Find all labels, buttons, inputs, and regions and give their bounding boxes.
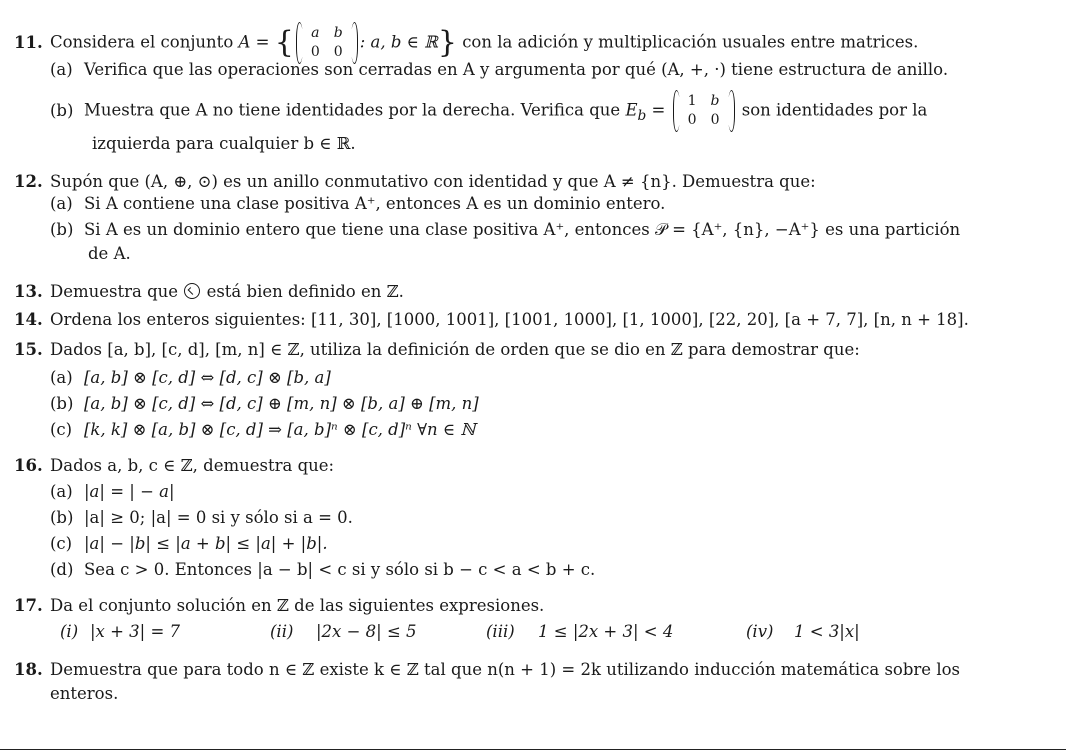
- subitem-label: (i): [60, 622, 79, 641]
- subitem-text: Sea c > 0. Entonces |a − b| < c si y sólo si b − c < a < b + c.: [84, 560, 596, 579]
- problem-text: Ordena los enteros siguientes: [11, 30], [1000, 1001], [1001, 1000], [1, 1000], [22, 20], [a + 7, 7], [n, n + 18].: [50, 310, 969, 329]
- subitem-17ii: [270, 622, 417, 641]
- subitem-label: (a): [50, 194, 73, 213]
- bottom-rule: [0, 749, 1066, 750]
- matrix-cell: 1: [687, 93, 697, 109]
- problem-number: 16.: [14, 456, 43, 475]
- set-lhs: A =: [238, 32, 270, 52]
- problem-text: Considera el conjunto: [50, 32, 234, 52]
- problem-text: Da el conjunto solución en ℤ de las siguientes expresiones.: [50, 596, 545, 615]
- subitem-label: (a): [50, 482, 73, 501]
- eb-symbol: E: [625, 100, 638, 120]
- subitem-label: (iii): [486, 622, 515, 641]
- identity-matrix: [673, 92, 735, 130]
- matrix-cell: 0: [333, 44, 343, 60]
- subitem-label: (b): [50, 100, 74, 120]
- subitem-label: (a): [50, 60, 73, 79]
- right-brace: }: [437, 25, 457, 60]
- subitem-12a: [50, 194, 665, 213]
- subitem-label: (d): [50, 560, 74, 579]
- subitem-16a: [50, 482, 175, 501]
- subitem-text: |x + 3| = 7: [90, 622, 181, 641]
- problem-number: 11.: [14, 32, 43, 52]
- subitem-15a: [50, 368, 331, 387]
- problem-11: [14, 24, 918, 62]
- subitem-17i: [60, 622, 180, 641]
- problem-17: [14, 596, 544, 615]
- matrix-cell: 0: [687, 112, 697, 128]
- subitem-15b: [50, 394, 479, 413]
- subitem-text: de A.: [88, 244, 131, 263]
- problem-15: [14, 340, 860, 359]
- matrix-cell: b: [333, 25, 343, 41]
- subitem-text: 1 ≤ |2x + 3| < 4: [538, 622, 674, 641]
- subitem-text: izquierda para cualquier b ∈ ℝ.: [92, 134, 356, 153]
- matrix-cell: 0: [310, 44, 320, 60]
- problem-16: [14, 456, 334, 475]
- problem-text: está bien definido en ℤ.: [206, 282, 404, 301]
- subitem-text: Si A contiene una clase positiva A⁺, entonces A es un dominio entero.: [84, 194, 666, 213]
- subitem-label: (iv): [746, 622, 774, 641]
- subitem-11a: [50, 60, 948, 79]
- subitem-text: 1 < 3|x|: [794, 622, 860, 641]
- subitem-text: [k, k] ⊗ [a, b] ⊗ [c, d] ⇒ [a, b]ⁿ ⊗ [c, d]ⁿ ∀n ∈ ℕ: [84, 420, 476, 439]
- subitem-16b: [50, 508, 353, 527]
- subitem-17iv: [746, 622, 860, 641]
- subitem-text: [a, b] ⊗ [c, d] ⇔ [d, c] ⊗ [b, a]: [84, 368, 331, 387]
- problem-number: 18.: [14, 660, 43, 679]
- problem-text: Demuestra que para todo n ∈ ℤ existe k ∈ ℤ tal que n(n + 1) = 2k utilizando inducción matemática sobre los: [50, 660, 960, 679]
- problem-number: 13.: [14, 282, 43, 301]
- subitem-text: son identidades por la: [741, 100, 928, 120]
- subitem-text: [a, b] ⊗ [c, d] ⇔ [d, c] ⊕ [m, n] ⊗ [b, a] ⊕ [m, n]: [84, 394, 479, 413]
- problem-text: Supón que (A, ⊕, ⊙) es un anillo conmutativo con identidad y que A ≠ {n}. Demuestra que:: [50, 172, 816, 191]
- equals-sign: =: [651, 100, 666, 120]
- subitem-11b: [50, 92, 927, 130]
- problem-text: Dados a, b, c ∈ ℤ, demuestra que:: [50, 456, 335, 475]
- subitem-17iii: [486, 622, 673, 641]
- subitem-16d: [50, 560, 595, 579]
- subitem-label: (b): [50, 220, 74, 239]
- matrix-cell: 0: [710, 112, 720, 128]
- subitem-label: (b): [50, 394, 74, 413]
- subitem-label: (b): [50, 508, 74, 527]
- subitem-text: Verifica que las operaciones son cerradas en A y argumenta por qué (A, +, ·) tiene estructura de anillo.: [84, 60, 949, 79]
- left-brace: {: [274, 25, 294, 60]
- problem-12: [14, 172, 816, 191]
- subitem-text: |a| = | − a|: [84, 482, 175, 501]
- subitem-text: Si A es un dominio entero que tiene una clase positiva A⁺, entonces 𝒫 = {A⁺, {n}, −A⁺} es una partición: [84, 220, 961, 239]
- problem-14: [14, 310, 969, 329]
- problem-text: Demuestra que: [50, 282, 179, 301]
- problem-number: 17.: [14, 596, 43, 615]
- problem-number: 15.: [14, 340, 43, 359]
- subitem-label: (c): [50, 420, 73, 439]
- subitem-text: Muestra que A no tiene identidades por la derecha. Verifica que: [84, 100, 621, 120]
- subitem-12b-cont: [88, 244, 131, 263]
- matrix: [296, 24, 358, 62]
- subitem-15c: [50, 420, 475, 439]
- subitem-16c: [50, 534, 328, 553]
- subitem-label: (ii): [270, 622, 294, 641]
- problem-number: 12.: [14, 172, 43, 191]
- matrix-cell: a: [311, 25, 320, 41]
- subitem-12b: [50, 220, 960, 240]
- set-condition: : a, b ∈ ℝ: [359, 32, 438, 52]
- matrix-cell: b: [710, 93, 720, 109]
- problem-text: con la adición y multiplicación usuales entre matrices.: [462, 32, 919, 52]
- problem-text: enteros.: [50, 684, 119, 703]
- order-symbol-icon: [184, 283, 200, 299]
- eb-subscript: b: [637, 107, 647, 124]
- problem-text: Dados [a, b], [c, d], [m, n] ∈ ℤ, utiliza la definición de orden que se dio en ℤ para demostrar que:: [50, 340, 860, 359]
- subitem-text: |2x − 8| ≤ 5: [316, 622, 417, 641]
- subitem-label: (a): [50, 368, 73, 387]
- problem-18-cont: [50, 684, 118, 703]
- subitem-label: (c): [50, 534, 73, 553]
- subitem-text: |a| − |b| ≤ |a + b| ≤ |a| + |b|.: [84, 534, 328, 553]
- problem-13: [14, 282, 404, 301]
- subitem-11b-cont: [92, 134, 356, 153]
- problem-18: [14, 660, 960, 679]
- subitem-text: |a| ≥ 0; |a| = 0 si y sólo si a = 0.: [84, 508, 353, 527]
- problem-number: 14.: [14, 310, 43, 329]
